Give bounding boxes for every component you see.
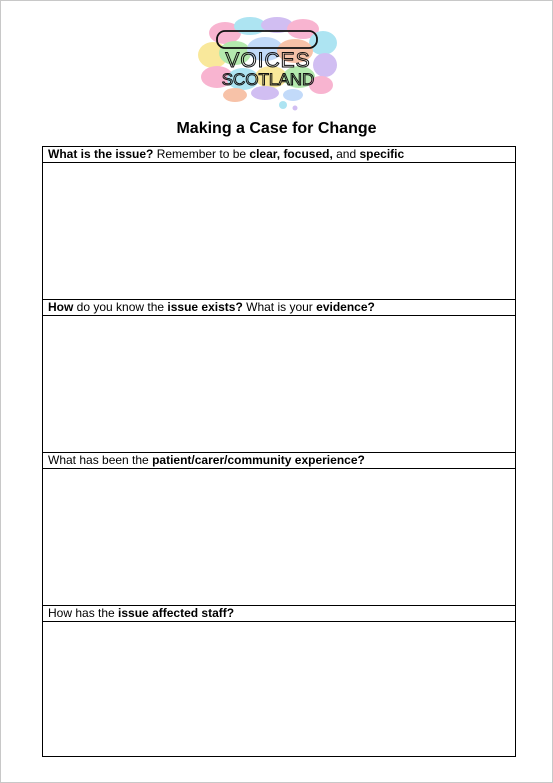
answer-area[interactable] xyxy=(43,316,515,453)
question-text-part: Remember to be xyxy=(153,147,250,161)
form-section-2 xyxy=(43,300,515,453)
case-for-change-form xyxy=(42,146,516,757)
section-question xyxy=(43,606,515,622)
section-question xyxy=(43,147,515,163)
logo-line-1: VOICES xyxy=(225,49,311,72)
page-title: Making a Case for Change xyxy=(176,120,377,137)
question-text-part: What is your xyxy=(242,300,317,314)
question-text-part: patient/carer/community experience? xyxy=(152,453,365,467)
form-section-4 xyxy=(43,606,515,756)
logo-line-2: SCOTLAND xyxy=(221,70,315,89)
question-text-part: How has the xyxy=(48,606,119,620)
question-text-part: issue exists? xyxy=(167,300,243,314)
question-text-part: What is the issue? xyxy=(48,147,154,161)
voices-scotland-logo xyxy=(195,13,341,111)
answer-area[interactable] xyxy=(43,469,515,606)
question-text-part: specific xyxy=(359,147,405,161)
answer-area[interactable] xyxy=(43,622,515,756)
form-section-1 xyxy=(43,147,515,300)
section-question xyxy=(43,300,515,316)
question-text-part: How xyxy=(48,300,74,314)
question-text-part: issue affected staff? xyxy=(118,606,235,620)
section-question xyxy=(43,453,515,469)
question-text-part: evidence? xyxy=(316,300,375,314)
answer-area[interactable] xyxy=(43,163,515,300)
question-text-part: and xyxy=(332,147,360,161)
form-section-3 xyxy=(43,453,515,606)
question-text-part: clear, focused, xyxy=(249,147,333,161)
question-text-part: do you know the xyxy=(73,300,168,314)
question-text-part: What has been the xyxy=(48,453,153,467)
